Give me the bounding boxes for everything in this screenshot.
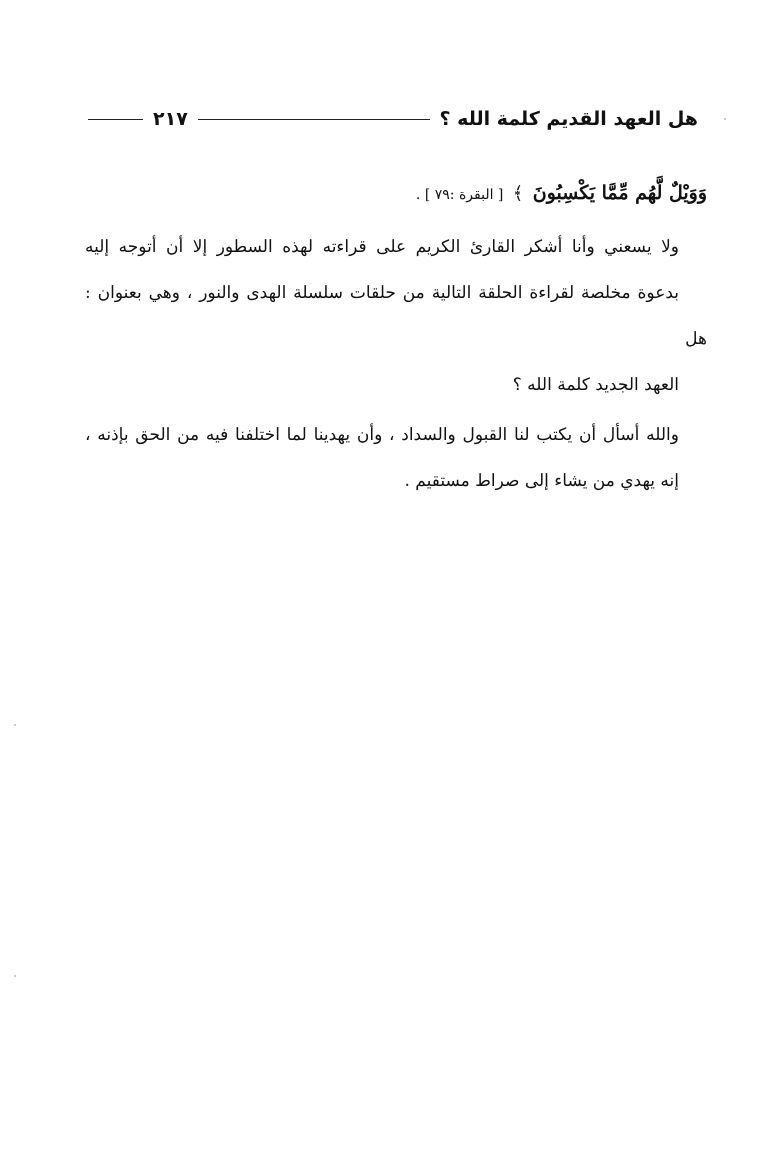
quran-verse-line xyxy=(85,170,707,218)
scan-speck xyxy=(14,975,16,977)
scan-speck xyxy=(724,118,726,120)
paragraph-line: ولا يسعني وأنا أشكر القارئ الكريم على قراءته لهذه السطور إلا أن أتوجه إليه xyxy=(85,237,679,257)
paragraph-2 xyxy=(85,412,707,504)
verse-ornament: ﴾ xyxy=(512,183,524,204)
verse-reference: [ البقرة :٧٩ ] . xyxy=(415,187,504,203)
page-body xyxy=(85,170,707,508)
page-number: ٢١٧ xyxy=(153,108,188,130)
paragraph-line: والله أسأل أن يكتب لنا القبول والسداد ، وأن يهدينا لما اختلفنا فيه من الحق بإذنه ، xyxy=(85,425,679,445)
quran-verse: وَوَيْلٌ لَّهُم مِّمَّا يَكْسِبُونَ xyxy=(532,182,707,204)
running-header xyxy=(88,104,698,134)
paragraph-line: العهد الجديد كلمة الله ؟ xyxy=(512,375,679,395)
paragraph-line: بدعوة مخلصة لقراءة الحلقة التالية من حلقات سلسلة الهدى والنور ، وهي بعنوان : هل xyxy=(85,283,707,349)
header-title: هل العهد القديم كلمة الله ؟ xyxy=(439,108,698,130)
paragraph-line: إنه يهدي من يشاء إلى صراط مستقيم . xyxy=(404,471,679,491)
paragraph-1 xyxy=(85,224,707,408)
header-rule-end xyxy=(88,119,143,120)
scan-speck xyxy=(14,724,16,726)
header-rule xyxy=(198,119,430,120)
